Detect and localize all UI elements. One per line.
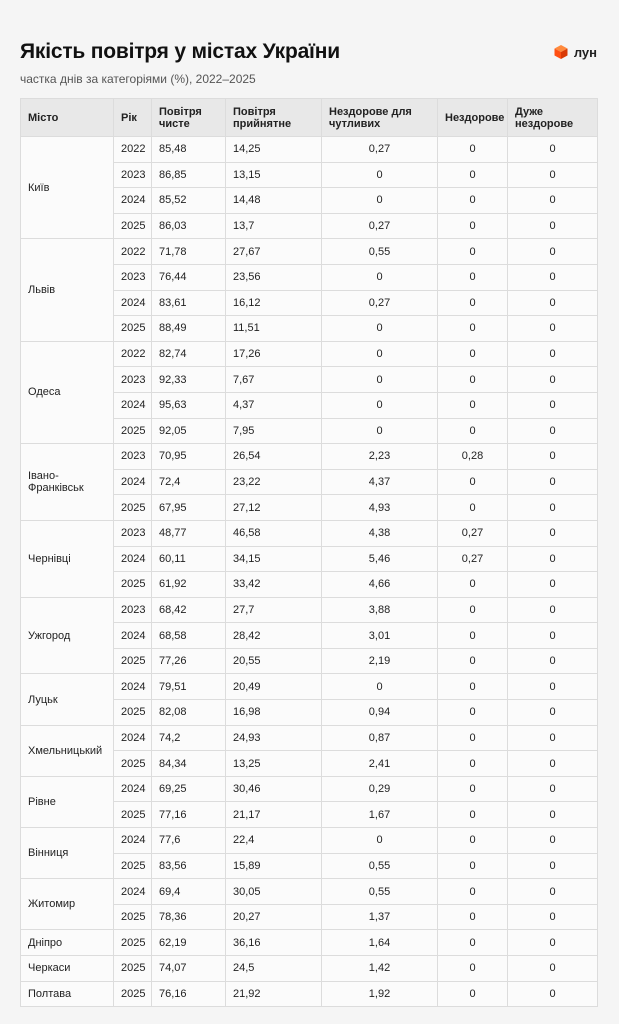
acceptable-air-cell: 27,67 xyxy=(226,239,322,265)
unhealthy-sensitive-cell: 0 xyxy=(322,418,438,444)
acceptable-air-cell: 17,26 xyxy=(226,341,322,367)
year-cell: 2025 xyxy=(114,802,152,828)
very-unhealthy-cell: 0 xyxy=(508,546,598,572)
year-cell: 2024 xyxy=(114,392,152,418)
page-title: Якість повітря у містах України xyxy=(20,40,340,63)
clean-air-cell: 74,2 xyxy=(152,725,226,751)
acceptable-air-cell: 30,05 xyxy=(226,879,322,905)
table-row xyxy=(21,137,598,163)
table-header-row xyxy=(21,99,598,137)
acceptable-air-cell: 26,54 xyxy=(226,444,322,470)
city-cell: Одеса xyxy=(21,341,114,443)
unhealthy-sensitive-cell: 4,66 xyxy=(322,572,438,598)
table-row xyxy=(21,597,598,623)
unhealthy-cell: 0 xyxy=(438,904,508,930)
table-row xyxy=(21,674,598,700)
table-row xyxy=(21,956,598,982)
unhealthy-sensitive-cell: 0 xyxy=(322,341,438,367)
clean-air-cell: 72,4 xyxy=(152,469,226,495)
unhealthy-cell: 0 xyxy=(438,290,508,316)
acceptable-air-cell: 16,98 xyxy=(226,700,322,726)
acceptable-air-cell: 20,27 xyxy=(226,904,322,930)
column-header-clean: Повітря чисте xyxy=(152,99,226,137)
brand-logo xyxy=(553,44,597,60)
unhealthy-cell: 0 xyxy=(438,802,508,828)
year-cell: 2025 xyxy=(114,853,152,879)
table-row xyxy=(21,444,598,470)
year-cell: 2024 xyxy=(114,674,152,700)
year-cell: 2022 xyxy=(114,239,152,265)
unhealthy-sensitive-cell: 1,92 xyxy=(322,981,438,1007)
clean-air-cell: 82,74 xyxy=(152,341,226,367)
acceptable-air-cell: 15,89 xyxy=(226,853,322,879)
very-unhealthy-cell: 0 xyxy=(508,802,598,828)
acceptable-air-cell: 11,51 xyxy=(226,316,322,342)
year-cell: 2023 xyxy=(114,597,152,623)
clean-air-cell: 84,34 xyxy=(152,751,226,777)
unhealthy-cell: 0 xyxy=(438,776,508,802)
table-row xyxy=(21,776,598,802)
acceptable-air-cell: 7,67 xyxy=(226,367,322,393)
acceptable-air-cell: 20,49 xyxy=(226,674,322,700)
clean-air-cell: 68,42 xyxy=(152,597,226,623)
unhealthy-sensitive-cell: 0 xyxy=(322,316,438,342)
unhealthy-cell: 0 xyxy=(438,137,508,163)
unhealthy-cell: 0 xyxy=(438,572,508,598)
very-unhealthy-cell: 0 xyxy=(508,648,598,674)
unhealthy-cell: 0 xyxy=(438,597,508,623)
clean-air-cell: 69,25 xyxy=(152,776,226,802)
acceptable-air-cell: 20,55 xyxy=(226,648,322,674)
year-cell: 2023 xyxy=(114,520,152,546)
unhealthy-sensitive-cell: 0,55 xyxy=(322,239,438,265)
year-cell: 2025 xyxy=(114,495,152,521)
year-cell: 2025 xyxy=(114,751,152,777)
clean-air-cell: 86,85 xyxy=(152,162,226,188)
table-row xyxy=(21,725,598,751)
logo-cube-icon xyxy=(553,44,569,60)
very-unhealthy-cell: 0 xyxy=(508,239,598,265)
very-unhealthy-cell: 0 xyxy=(508,392,598,418)
column-header-year: Рік xyxy=(114,99,152,137)
acceptable-air-cell: 24,5 xyxy=(226,956,322,982)
city-cell: Луцьк xyxy=(21,674,114,725)
table-row xyxy=(21,520,598,546)
very-unhealthy-cell: 0 xyxy=(508,520,598,546)
unhealthy-cell: 0 xyxy=(438,239,508,265)
unhealthy-sensitive-cell: 2,41 xyxy=(322,751,438,777)
unhealthy-sensitive-cell: 2,19 xyxy=(322,648,438,674)
unhealthy-cell: 0 xyxy=(438,495,508,521)
unhealthy-sensitive-cell: 5,46 xyxy=(322,546,438,572)
acceptable-air-cell: 7,95 xyxy=(226,418,322,444)
year-cell: 2023 xyxy=(114,367,152,393)
logo-text: лун xyxy=(573,44,597,60)
year-cell: 2025 xyxy=(114,700,152,726)
unhealthy-cell: 0 xyxy=(438,956,508,982)
very-unhealthy-cell: 0 xyxy=(508,776,598,802)
city-cell: Київ xyxy=(21,137,114,239)
very-unhealthy-cell: 0 xyxy=(508,853,598,879)
unhealthy-sensitive-cell: 1,64 xyxy=(322,930,438,956)
very-unhealthy-cell: 0 xyxy=(508,162,598,188)
very-unhealthy-cell: 0 xyxy=(508,469,598,495)
acceptable-air-cell: 46,58 xyxy=(226,520,322,546)
city-cell: Черкаси xyxy=(21,956,114,982)
column-header-unhealthy-sensitive: Нездорове для чутливих xyxy=(322,99,438,137)
city-cell: Ужгород xyxy=(21,597,114,674)
unhealthy-sensitive-cell: 0,27 xyxy=(322,290,438,316)
unhealthy-cell: 0 xyxy=(438,648,508,674)
year-cell: 2025 xyxy=(114,956,152,982)
acceptable-air-cell: 36,16 xyxy=(226,930,322,956)
year-cell: 2025 xyxy=(114,213,152,239)
acceptable-air-cell: 14,25 xyxy=(226,137,322,163)
clean-air-cell: 82,08 xyxy=(152,700,226,726)
table-row xyxy=(21,341,598,367)
unhealthy-cell: 0 xyxy=(438,853,508,879)
acceptable-air-cell: 27,7 xyxy=(226,597,322,623)
unhealthy-sensitive-cell: 0,55 xyxy=(322,879,438,905)
clean-air-cell: 77,16 xyxy=(152,802,226,828)
table-row xyxy=(21,239,598,265)
unhealthy-cell: 0 xyxy=(438,367,508,393)
unhealthy-sensitive-cell: 0,29 xyxy=(322,776,438,802)
year-cell: 2024 xyxy=(114,776,152,802)
clean-air-cell: 60,11 xyxy=(152,546,226,572)
unhealthy-sensitive-cell: 0,27 xyxy=(322,213,438,239)
very-unhealthy-cell: 0 xyxy=(508,623,598,649)
clean-air-cell: 76,44 xyxy=(152,264,226,290)
unhealthy-cell: 0 xyxy=(438,828,508,854)
clean-air-cell: 83,61 xyxy=(152,290,226,316)
year-cell: 2025 xyxy=(114,418,152,444)
very-unhealthy-cell: 0 xyxy=(508,904,598,930)
city-cell: Львів xyxy=(21,239,114,341)
city-cell: Рівне xyxy=(21,776,114,827)
table-row xyxy=(21,930,598,956)
unhealthy-cell: 0 xyxy=(438,981,508,1007)
acceptable-air-cell: 13,15 xyxy=(226,162,322,188)
year-cell: 2023 xyxy=(114,162,152,188)
very-unhealthy-cell: 0 xyxy=(508,341,598,367)
clean-air-cell: 68,58 xyxy=(152,623,226,649)
table-row xyxy=(21,879,598,905)
year-cell: 2024 xyxy=(114,546,152,572)
unhealthy-sensitive-cell: 0,55 xyxy=(322,853,438,879)
unhealthy-cell: 0 xyxy=(438,930,508,956)
unhealthy-sensitive-cell: 0 xyxy=(322,367,438,393)
unhealthy-sensitive-cell: 0,27 xyxy=(322,137,438,163)
unhealthy-cell: 0 xyxy=(438,188,508,214)
column-header-very-unhealthy: Дуже нездорове xyxy=(508,99,598,137)
very-unhealthy-cell: 0 xyxy=(508,572,598,598)
unhealthy-sensitive-cell: 4,93 xyxy=(322,495,438,521)
unhealthy-sensitive-cell: 0 xyxy=(322,392,438,418)
very-unhealthy-cell: 0 xyxy=(508,316,598,342)
very-unhealthy-cell: 0 xyxy=(508,828,598,854)
unhealthy-sensitive-cell: 1,42 xyxy=(322,956,438,982)
very-unhealthy-cell: 0 xyxy=(508,188,598,214)
unhealthy-sensitive-cell: 1,67 xyxy=(322,802,438,828)
year-cell: 2025 xyxy=(114,316,152,342)
year-cell: 2025 xyxy=(114,572,152,598)
very-unhealthy-cell: 0 xyxy=(508,367,598,393)
year-cell: 2025 xyxy=(114,904,152,930)
clean-air-cell: 61,92 xyxy=(152,572,226,598)
unhealthy-sensitive-cell: 4,38 xyxy=(322,520,438,546)
unhealthy-sensitive-cell: 0 xyxy=(322,264,438,290)
year-cell: 2024 xyxy=(114,469,152,495)
clean-air-cell: 71,78 xyxy=(152,239,226,265)
year-cell: 2024 xyxy=(114,188,152,214)
city-cell: Дніпро xyxy=(21,930,114,956)
clean-air-cell: 70,95 xyxy=(152,444,226,470)
clean-air-cell: 83,56 xyxy=(152,853,226,879)
unhealthy-cell: 0 xyxy=(438,316,508,342)
year-cell: 2024 xyxy=(114,623,152,649)
table-row xyxy=(21,828,598,854)
unhealthy-cell: 0 xyxy=(438,623,508,649)
very-unhealthy-cell: 0 xyxy=(508,137,598,163)
city-cell: Чернівці xyxy=(21,520,114,597)
city-cell: Вінниця xyxy=(21,828,114,879)
clean-air-cell: 92,33 xyxy=(152,367,226,393)
clean-air-cell: 92,05 xyxy=(152,418,226,444)
acceptable-air-cell: 27,12 xyxy=(226,495,322,521)
unhealthy-cell: 0 xyxy=(438,879,508,905)
city-cell: Житомир xyxy=(21,879,114,930)
clean-air-cell: 85,48 xyxy=(152,137,226,163)
very-unhealthy-cell: 0 xyxy=(508,418,598,444)
acceptable-air-cell: 13,7 xyxy=(226,213,322,239)
unhealthy-sensitive-cell: 3,88 xyxy=(322,597,438,623)
unhealthy-cell: 0,27 xyxy=(438,546,508,572)
very-unhealthy-cell: 0 xyxy=(508,495,598,521)
column-header-acceptable: Повітря прийнятне xyxy=(226,99,322,137)
unhealthy-cell: 0 xyxy=(438,751,508,777)
acceptable-air-cell: 28,42 xyxy=(226,623,322,649)
city-cell: Хмельницький xyxy=(21,725,114,776)
acceptable-air-cell: 14,48 xyxy=(226,188,322,214)
page-subtitle: частка днів за категоріями (%), 2022–2025 xyxy=(20,72,256,86)
unhealthy-sensitive-cell: 0 xyxy=(322,188,438,214)
clean-air-cell: 78,36 xyxy=(152,904,226,930)
clean-air-cell: 79,51 xyxy=(152,674,226,700)
unhealthy-sensitive-cell: 2,23 xyxy=(322,444,438,470)
acceptable-air-cell: 23,22 xyxy=(226,469,322,495)
unhealthy-cell: 0,28 xyxy=(438,444,508,470)
very-unhealthy-cell: 0 xyxy=(508,264,598,290)
clean-air-cell: 88,49 xyxy=(152,316,226,342)
unhealthy-sensitive-cell: 0 xyxy=(322,674,438,700)
unhealthy-cell: 0 xyxy=(438,700,508,726)
unhealthy-cell: 0 xyxy=(438,341,508,367)
acceptable-air-cell: 21,17 xyxy=(226,802,322,828)
unhealthy-sensitive-cell: 0 xyxy=(322,162,438,188)
unhealthy-cell: 0 xyxy=(438,725,508,751)
table-row xyxy=(21,981,598,1007)
very-unhealthy-cell: 0 xyxy=(508,879,598,905)
clean-air-cell: 85,52 xyxy=(152,188,226,214)
acceptable-air-cell: 13,25 xyxy=(226,751,322,777)
column-header-unhealthy: Нездорове xyxy=(438,99,508,137)
unhealthy-sensitive-cell: 1,37 xyxy=(322,904,438,930)
acceptable-air-cell: 34,15 xyxy=(226,546,322,572)
year-cell: 2024 xyxy=(114,725,152,751)
clean-air-cell: 77,6 xyxy=(152,828,226,854)
acceptable-air-cell: 4,37 xyxy=(226,392,322,418)
very-unhealthy-cell: 0 xyxy=(508,597,598,623)
clean-air-cell: 48,77 xyxy=(152,520,226,546)
acceptable-air-cell: 22,4 xyxy=(226,828,322,854)
clean-air-cell: 76,16 xyxy=(152,981,226,1007)
clean-air-cell: 74,07 xyxy=(152,956,226,982)
year-cell: 2022 xyxy=(114,341,152,367)
year-cell: 2024 xyxy=(114,828,152,854)
unhealthy-cell: 0 xyxy=(438,469,508,495)
unhealthy-cell: 0 xyxy=(438,418,508,444)
acceptable-air-cell: 30,46 xyxy=(226,776,322,802)
year-cell: 2022 xyxy=(114,137,152,163)
year-cell: 2024 xyxy=(114,879,152,905)
clean-air-cell: 95,63 xyxy=(152,392,226,418)
unhealthy-cell: 0 xyxy=(438,674,508,700)
unhealthy-sensitive-cell: 4,37 xyxy=(322,469,438,495)
clean-air-cell: 77,26 xyxy=(152,648,226,674)
unhealthy-sensitive-cell: 0 xyxy=(322,828,438,854)
very-unhealthy-cell: 0 xyxy=(508,444,598,470)
very-unhealthy-cell: 0 xyxy=(508,981,598,1007)
unhealthy-sensitive-cell: 0,94 xyxy=(322,700,438,726)
very-unhealthy-cell: 0 xyxy=(508,700,598,726)
acceptable-air-cell: 24,93 xyxy=(226,725,322,751)
clean-air-cell: 69,4 xyxy=(152,879,226,905)
acceptable-air-cell: 21,92 xyxy=(226,981,322,1007)
unhealthy-sensitive-cell: 3,01 xyxy=(322,623,438,649)
unhealthy-cell: 0 xyxy=(438,264,508,290)
very-unhealthy-cell: 0 xyxy=(508,930,598,956)
very-unhealthy-cell: 0 xyxy=(508,751,598,777)
acceptable-air-cell: 23,56 xyxy=(226,264,322,290)
column-header-city: Місто xyxy=(21,99,114,137)
year-cell: 2024 xyxy=(114,290,152,316)
city-cell: Івано-Франківськ xyxy=(21,444,114,521)
year-cell: 2025 xyxy=(114,981,152,1007)
year-cell: 2023 xyxy=(114,444,152,470)
unhealthy-cell: 0 xyxy=(438,392,508,418)
very-unhealthy-cell: 0 xyxy=(508,725,598,751)
unhealthy-cell: 0 xyxy=(438,162,508,188)
city-cell: Полтава xyxy=(21,981,114,1007)
year-cell: 2023 xyxy=(114,264,152,290)
year-cell: 2025 xyxy=(114,930,152,956)
year-cell: 2025 xyxy=(114,648,152,674)
unhealthy-cell: 0 xyxy=(438,213,508,239)
clean-air-cell: 86,03 xyxy=(152,213,226,239)
unhealthy-sensitive-cell: 0,87 xyxy=(322,725,438,751)
very-unhealthy-cell: 0 xyxy=(508,213,598,239)
acceptable-air-cell: 16,12 xyxy=(226,290,322,316)
clean-air-cell: 67,95 xyxy=(152,495,226,521)
unhealthy-cell: 0,27 xyxy=(438,520,508,546)
very-unhealthy-cell: 0 xyxy=(508,956,598,982)
very-unhealthy-cell: 0 xyxy=(508,674,598,700)
clean-air-cell: 62,19 xyxy=(152,930,226,956)
very-unhealthy-cell: 0 xyxy=(508,290,598,316)
acceptable-air-cell: 33,42 xyxy=(226,572,322,598)
air-quality-table xyxy=(20,98,598,1007)
